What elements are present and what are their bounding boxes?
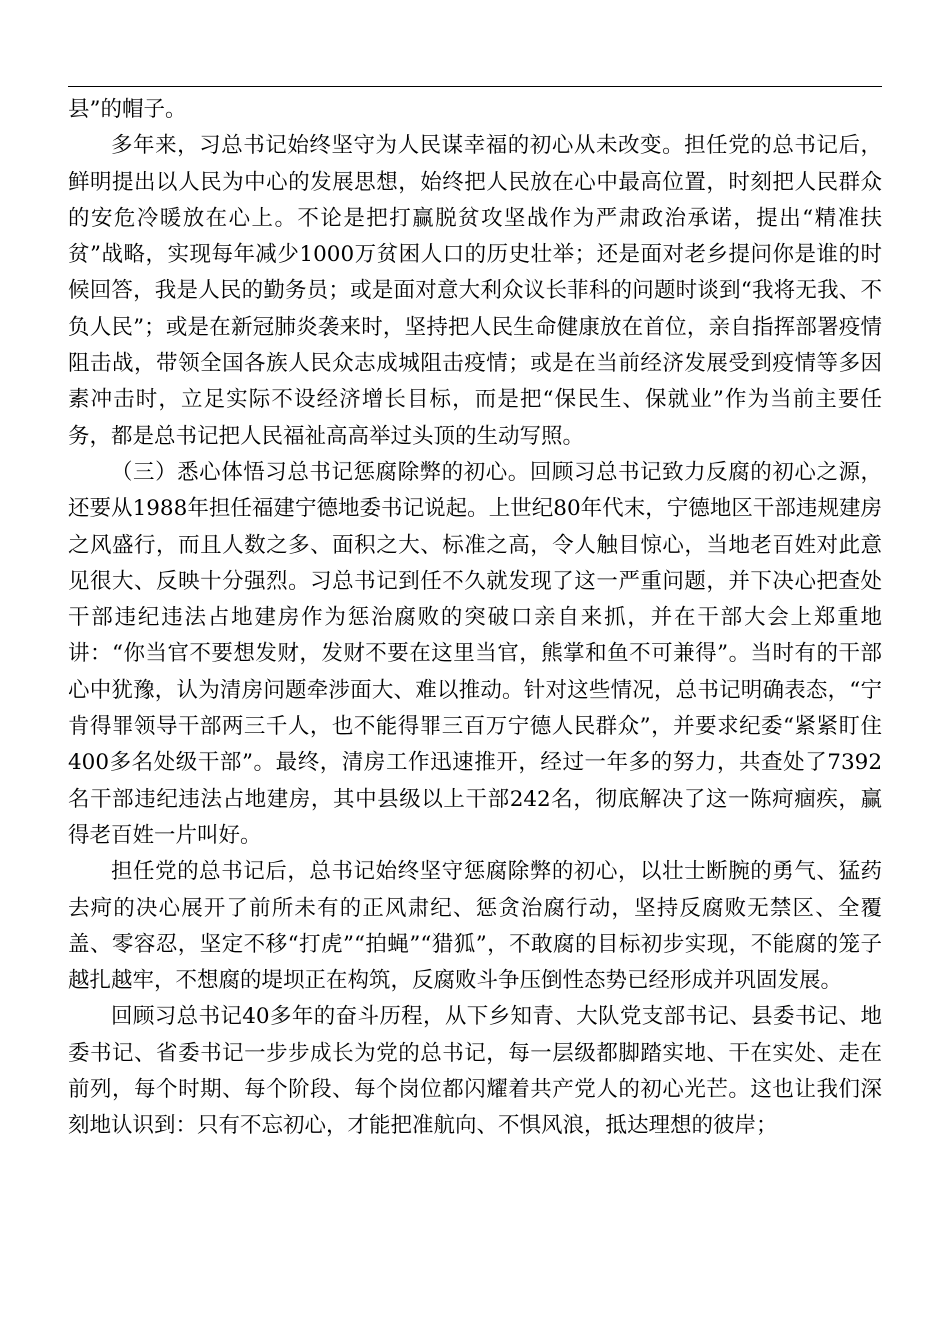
paragraph-continuation: 县”的帽子。 — [68, 97, 187, 122]
paragraph-people-wellbeing: 多年来，习总书记始终坚守为人民谋幸福的初心从未改变。担任党的总书记后，鲜明提出以人民为中心的发展思想，始终把人民放在心中最高位置，时刻把人民群众的安危冷暖放在心上。不论是把打赢脱贫攻坚战作为严肃政治承诺，提出“精准扶贫”战略，实现每年减少1000万贫困人口的历史壮举；还是面对老乡提问你是谁的时候回答，我是人民的勤务员；或是面对意大利众议长菲科的问题时谈到“我将无我、不负人民”；或是在新冠肺炎袭来时，坚持把人民生命健康放在首位，亲自指挥部署疫情阻击战，带领全国各族人民众志成城阻击疫情；或是在当前经济发展受到疫情等多因素冲击时，立足实际不设经济增长目标，而是把“保民生、保就业”作为当前主要任务，都是总书记把人民福祉高高举过头顶的生动写照。 — [68, 133, 882, 449]
header-rule — [68, 86, 882, 87]
document-body — [68, 92, 882, 1145]
paragraph-anti-corruption-origin: （三）悉心体悟习总书记惩腐除弊的初心。回顾习总书记致力反腐的初心之源，还要从1988年担任福建宁德地委书记说起。上世纪80年代末，宁德地区干部违规建房之风盛行，而且人数之多、面积之大、标准之高，令人触目惊心，当地老百姓对此意见很大、反映十分强烈。习总书记到任不久就发现了这一严重问题，并下决心把查处干部违纪违法占地建房作为惩治腐败的突破口亲自来抓，并在干部大会上郑重地讲：“你当官不要想发财，发财不要在这里当官，熊掌和鱼不可兼得”。当时有的干部心中犹豫，认为清房问题牵涉面大、难以推动。针对这些情况，总书记明确表态，“宁肯得罪领导干部两三千人，也不能得罪三百万宁德人民群众”，并要求纪委“紧紧盯住400多名处级干部”。最终，清房工作迅速推开，经过一年多的努力，共查处了7392名干部违纪违法占地建房，其中县级以上干部242名，彻底解决了这一陈疴痼疾，赢得老百姓一片叫好。 — [68, 459, 882, 848]
paragraph-career-review: 回顾习总书记40多年的奋斗历程，从下乡知青、大队党支部书记、县委书记、地委书记、省委书记一步步成长为党的总书记，每一层级都脚踏实地、干在实处、走在前列，每个时期、每个阶段、每个岗位都闪耀着共产党人的初心光芒。这也让我们深刻地认识到：只有不忘初心，才能把准航向、不惧风浪，抵达理想的彼岸； — [68, 1004, 882, 1139]
paragraph-anti-corruption-campaign: 担任党的总书记后，总书记始终坚守惩腐除弊的初心，以壮士断腕的勇气、猛药去疴的决心展开了前所未有的正风肃纪、惩贪治腐行动，坚持反腐败无禁区、全覆盖、零容忍，坚定不移“打虎”“拍蝇”“猎狐”，不敢腐的目标初步实现，不能腐的笼子越扎越牢，不想腐的堤坝正在构筑，反腐败斗争压倒性态势已经形成并巩固发展。 — [68, 859, 882, 994]
